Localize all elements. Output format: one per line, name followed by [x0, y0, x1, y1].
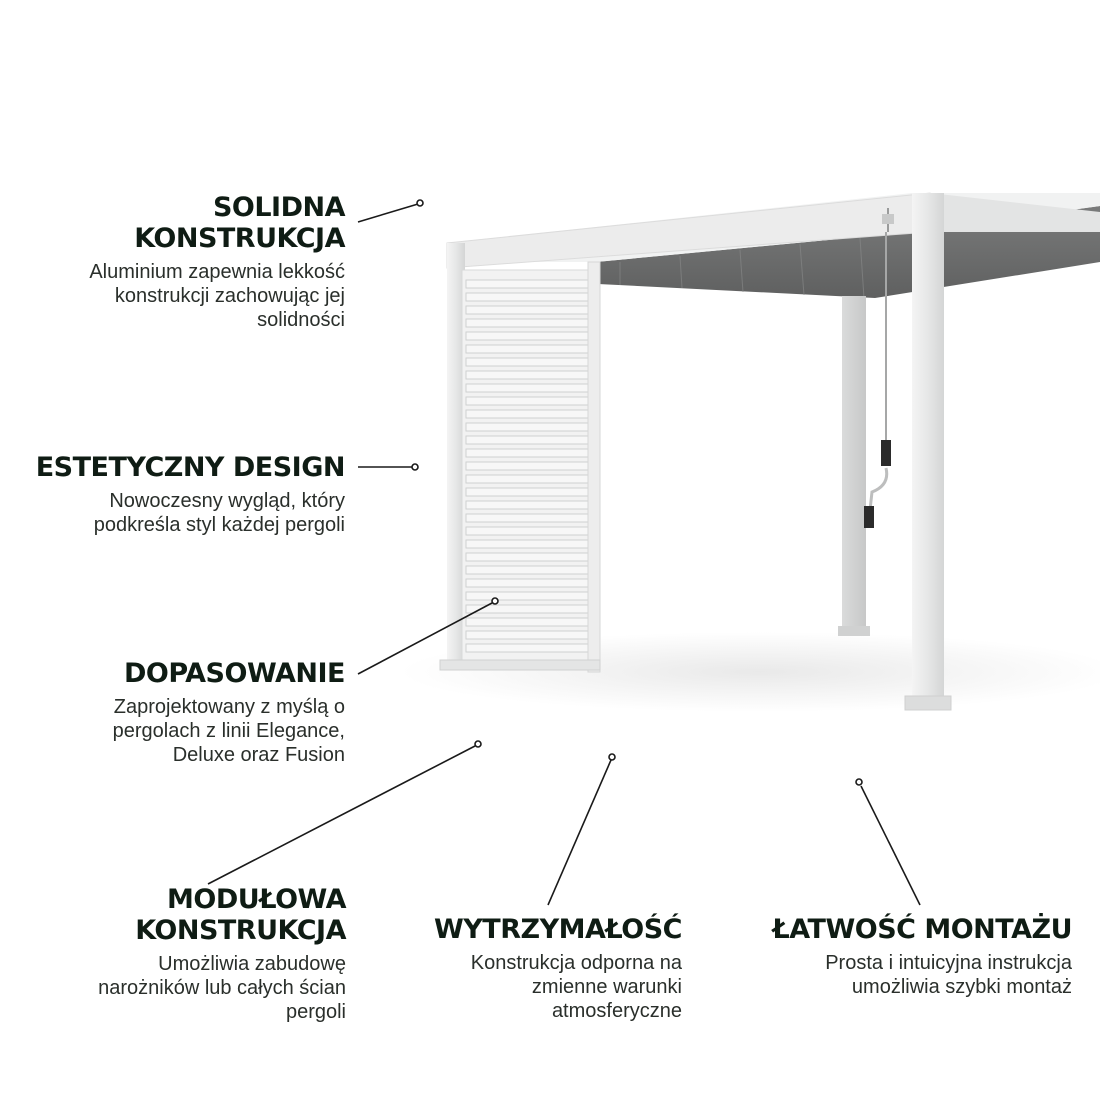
feature-description [392, 951, 682, 1023]
feature-modulowa-konstrukcja [6, 884, 346, 1024]
feature-title [6, 884, 346, 946]
feature-title [392, 914, 682, 945]
feature-title-line: ŁATWOŚĆ MONTAŻU [772, 914, 1072, 945]
feature-estetyczny-design [5, 452, 345, 537]
feature-title-line: WYTRZYMAŁOŚĆ [433, 914, 682, 945]
feature-description [5, 260, 345, 332]
leader-dot-latwosc [856, 779, 862, 785]
feature-title-line: MODUŁOWA [167, 884, 346, 915]
feature-description [5, 695, 345, 767]
feature-title [5, 452, 345, 483]
feature-title-line: KONSTRUKCJA [134, 223, 345, 254]
feature-wytrzymalosc [392, 914, 682, 1023]
leader-dot-wytrzymalosc [609, 754, 615, 760]
leader-line-latwosc [861, 786, 920, 905]
feature-description [742, 951, 1072, 999]
feature-description-line: Zaprojektowany z myślą o [113, 696, 345, 718]
feature-description-line: solidności [257, 309, 345, 331]
feature-description-line: Aluminium zapewnia lekkość [89, 261, 345, 283]
feature-description-line: zmienne warunki [531, 976, 682, 998]
feature-description-line: Prosta i intuicyjna instrukcja [825, 952, 1072, 974]
feature-description-line: Deluxe oraz Fusion [172, 744, 345, 766]
feature-title [5, 658, 345, 689]
feature-description-line: Umożliwia zabudowę [158, 953, 346, 975]
feature-dopasowanie [5, 658, 345, 767]
leader-dot-modulowa [475, 741, 481, 747]
feature-title-line: ESTETYCZNY DESIGN [35, 452, 345, 483]
feature-solidna-konstrukcja [5, 192, 345, 332]
feature-description-line: Nowoczesny wygląd, który [109, 490, 345, 512]
feature-latwosc-montazu [742, 914, 1072, 999]
feature-description-line: konstrukcji zachowując jej [114, 285, 345, 307]
leader-line-wytrzymalosc [548, 760, 611, 905]
feature-title [742, 914, 1072, 945]
leader-line-dopasowanie [358, 603, 492, 674]
leader-dot-solidna [417, 200, 423, 206]
feature-description-line: Konstrukcja odporna na [470, 952, 682, 974]
leader-dot-dopasowanie [492, 598, 498, 604]
feature-title-line: KONSTRUKCJA [135, 915, 346, 946]
leader-dot-estetyczny [412, 464, 418, 470]
feature-description-line: atmosferyczne [551, 1000, 682, 1022]
leader-line-solidna [358, 204, 418, 222]
feature-title-line: SOLIDNA [212, 192, 345, 223]
feature-description-line: narożników lub całych ścian [98, 977, 346, 999]
feature-title [5, 192, 345, 254]
feature-title-line: DOPASOWANIE [123, 658, 345, 689]
feature-description [6, 952, 346, 1024]
feature-description-line: umożliwia szybki montaż [851, 976, 1072, 998]
feature-description-line: podkreśla styl każdej pergoli [93, 514, 345, 536]
feature-description-line: pergolach z linii Elegance, [112, 720, 345, 742]
feature-description-line: pergoli [285, 1001, 346, 1023]
feature-description [5, 489, 345, 537]
